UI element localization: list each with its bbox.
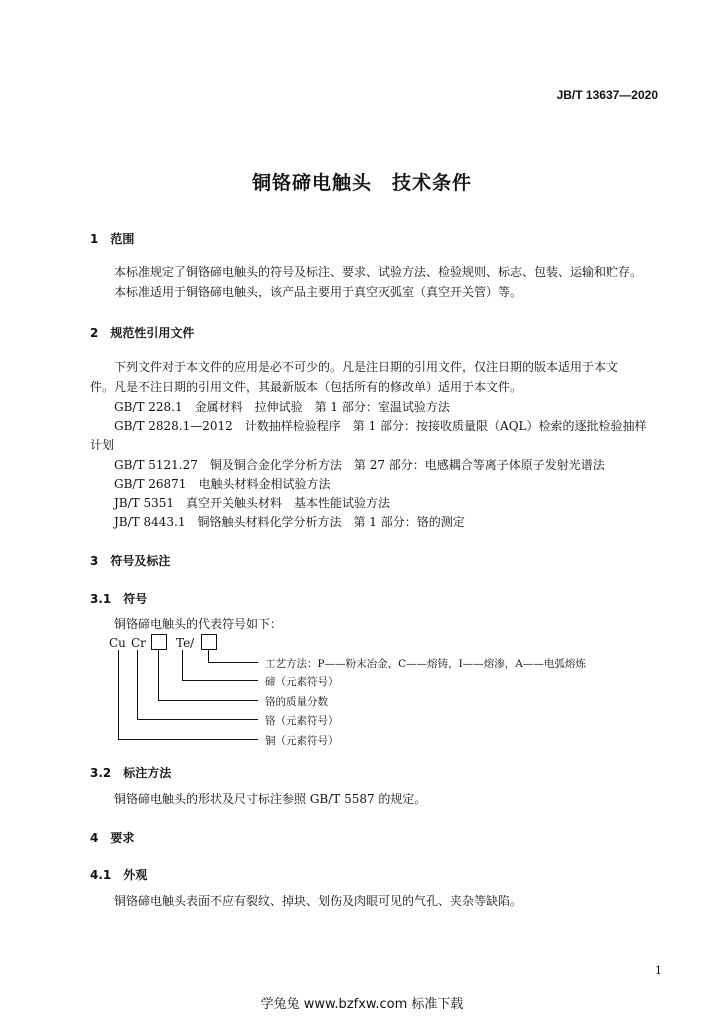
page-number: 1	[655, 964, 662, 977]
blank-box-process	[201, 634, 217, 650]
section-3-1-heading: 3.1 符号	[90, 592, 148, 606]
section-4-1-heading: 4.1 外观	[90, 868, 148, 882]
leader-line	[118, 739, 258, 740]
leader-line	[118, 650, 119, 739]
leader-line	[137, 719, 258, 720]
symbol-cr: Cr	[131, 636, 146, 650]
leader-line	[208, 662, 258, 663]
leader-line	[182, 680, 258, 681]
reference-item: GB/T 2828.1—2012 计数抽样检验程序 第 1 部分：按接收质量限（AQL）检索的逐批检验抽样	[114, 419, 647, 433]
section-3-heading: 3 符号及标注	[90, 554, 171, 568]
section-1-para-1: 本标准规定了铜铬碲电触头的符号及标注、要求、试验方法、检验规则、标志、包装、运输和贮存。	[114, 265, 643, 279]
leader-line	[158, 650, 159, 700]
standard-code: JB/T 13637—2020	[556, 88, 658, 102]
label-copper: 铜（元素符号）	[265, 735, 339, 747]
section-4-1-para: 铜铬碲电触头表面不应有裂纹、掉块、划伤及肉眼可见的气孔、夹杂等缺陷。	[114, 894, 523, 908]
blank-box-chromium-fraction	[151, 634, 167, 650]
leader-line	[137, 650, 138, 719]
reference-item: JB/T 8443.1 铜铬触头材料化学分析方法 第 1 部分：铬的测定	[114, 515, 465, 529]
reference-item-continued: 计划	[90, 438, 115, 452]
footer-watermark[interactable]: 学兔兔 www.bzfxw.com 标准下载	[260, 997, 464, 1012]
section-3-1-para: 铜铬碲电触头的代表符号如下：	[114, 617, 283, 631]
section-3-2-heading: 3.2 标注方法	[90, 766, 172, 780]
section-1-para-2: 本标准适用于铜铬碲电触头，该产品主要用于真空灭弧室（真空开关管）等。	[114, 285, 523, 299]
label-tellurium: 碲（元素符号）	[265, 676, 339, 688]
section-3-2-para: 铜铬碲电触头的形状及尺寸标注参照 GB/T 5587 的规定。	[114, 792, 427, 806]
reference-item: GB/T 26871 电触头材料金相试验方法	[114, 477, 331, 491]
section-2-para-1a: 下列文件对于本文件的应用是必不可少的。凡是注日期的引用文件，仅注日期的版本适用于本文	[114, 360, 619, 374]
leader-line	[208, 650, 209, 662]
label-chromium: 铬（元素符号）	[265, 715, 339, 727]
reference-item: GB/T 228.1 金属材料 拉伸试验 第 1 部分：室温试验方法	[114, 400, 450, 414]
section-2-heading: 2 规范性引用文件	[90, 326, 195, 340]
leader-line	[182, 650, 183, 680]
section-2-para-1b: 件。凡是不注日期的引用文件，其最新版本（包括所有的修改单）适用于本文件。	[90, 380, 523, 394]
label-chromium-fraction: 铬的质量分数	[265, 696, 328, 708]
symbol-cu: Cu	[109, 636, 126, 650]
leader-line	[158, 700, 258, 701]
document-title: 铜铬碲电触头 技术条件	[251, 172, 472, 194]
reference-item: GB/T 5121.27 铜及铜合金化学分析方法 第 27 部分：电感耦合等离子体原子发射光谱法	[114, 458, 605, 472]
section-4-heading: 4 要求	[90, 831, 135, 845]
section-1-heading: 1 范围	[90, 232, 135, 246]
label-process: 工艺方法：P——粉末冶金，C——熔铸，I——熔渗，A——电弧熔炼	[265, 658, 586, 670]
reference-item: JB/T 5351 真空开关触头材料 基本性能试验方法	[114, 496, 391, 510]
symbol-te: Te/	[176, 636, 195, 650]
